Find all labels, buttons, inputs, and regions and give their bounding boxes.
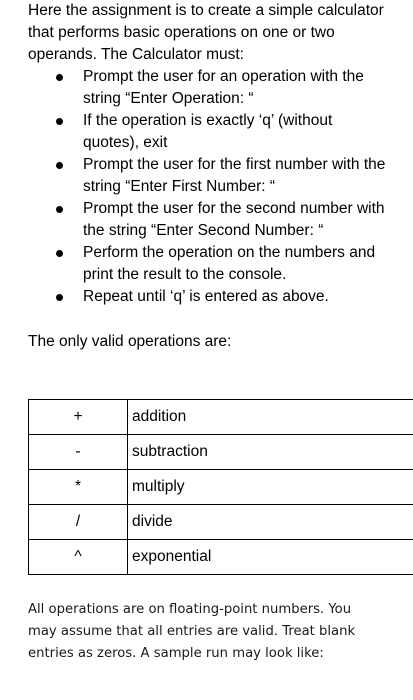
intro-paragraph: Here the assignment is to create a simple calculator that performs basic operations on one or two operands. The Calculator must: — [28, 2, 384, 63]
operation-name: multiply — [128, 470, 413, 505]
requirement-item: If the operation is exactly ‘q’ (without quotes), exit — [56, 110, 386, 154]
requirement-item: Prompt the user for an operation with the string “Enter Operation: “ — [56, 66, 386, 110]
operation-symbol: - — [29, 435, 128, 470]
operation-symbol: / — [29, 505, 128, 540]
requirement-item: Perform the operation on the numbers and print the result to the console. — [56, 242, 386, 286]
table-row — [29, 470, 413, 505]
operation-name: addition — [128, 400, 413, 435]
operations-table — [28, 399, 413, 575]
requirement-item: Prompt the user for the first number with the string “Enter First Number: “ — [56, 154, 386, 198]
outro-paragraph: All operations are on floating-point numbers. You may assume that all entries are valid. Treat blank entries as zeros. A sample run may look like: — [28, 602, 356, 661]
valid-operations-heading: The only valid operations are: — [28, 333, 232, 350]
table-row — [29, 540, 413, 575]
table-row — [29, 400, 413, 435]
requirement-item: Prompt the user for the second number with the string “Enter Second Number: “ — [56, 198, 386, 242]
operation-name: exponential — [128, 540, 413, 575]
intro-section — [28, 0, 398, 66]
operation-symbol: ^ — [29, 540, 128, 575]
table-row — [29, 505, 413, 540]
table-row — [29, 435, 413, 470]
operation-name: subtraction — [128, 435, 413, 470]
operation-name: divide — [128, 505, 413, 540]
requirements-list — [56, 66, 386, 308]
operation-symbol: + — [29, 400, 128, 435]
requirement-item: Repeat until ‘q’ is entered as above. — [56, 286, 386, 308]
operation-symbol: * — [29, 470, 128, 505]
